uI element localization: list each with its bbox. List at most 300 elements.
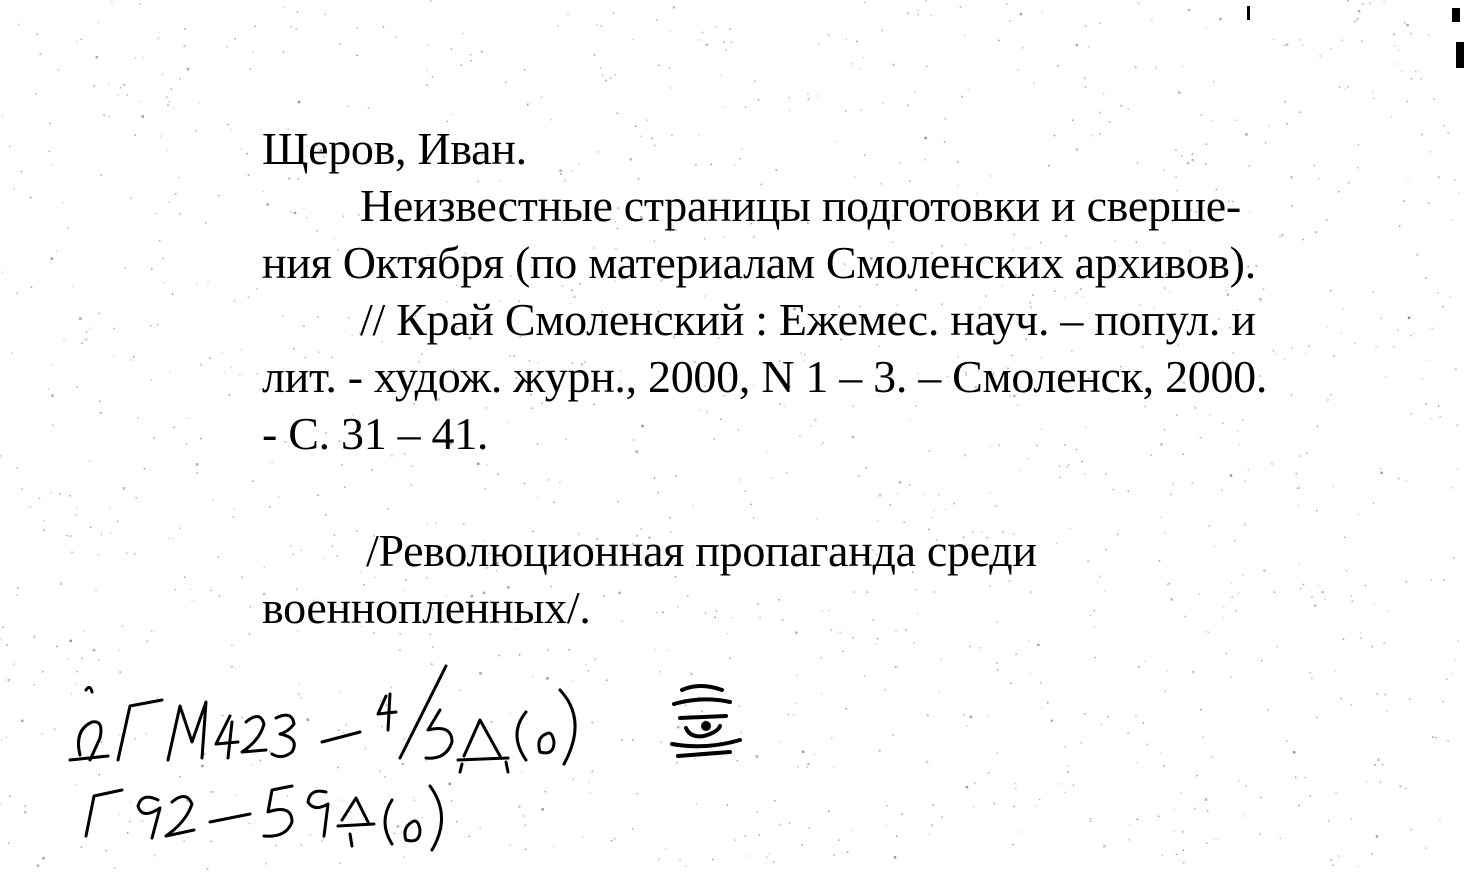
noise-speck — [222, 352, 224, 354]
noise-speck — [52, 364, 54, 366]
noise-speck — [131, 197, 133, 199]
noise-speck — [1431, 579, 1433, 581]
noise-speck — [860, 68, 862, 70]
noise-speck — [1457, 425, 1459, 427]
noise-speck — [1020, 831, 1022, 833]
noise-speck — [1073, 784, 1075, 786]
noise-speck — [179, 78, 181, 80]
noise-speck — [252, 481, 254, 483]
noise-speck — [197, 472, 199, 474]
noise-speck — [18, 24, 20, 26]
noise-speck — [1160, 753, 1162, 755]
noise-speck — [16, 467, 18, 469]
noise-speck — [1020, 470, 1022, 472]
noise-speck — [1408, 317, 1410, 319]
noise-speck — [86, 339, 88, 341]
noise-speck — [1192, 671, 1195, 674]
noise-speck — [0, 639, 2, 641]
noise-speck — [1433, 98, 1435, 100]
noise-speck — [1298, 505, 1300, 507]
noise-speck — [1107, 716, 1109, 718]
noise-speck — [49, 151, 51, 153]
noise-speck — [896, 836, 898, 838]
noise-speck — [845, 110, 847, 112]
noise-speck — [715, 26, 717, 28]
noise-speck — [344, 487, 346, 489]
noise-speck — [1403, 201, 1405, 203]
noise-speck — [159, 240, 161, 242]
noise-speck — [123, 84, 125, 86]
noise-speck — [793, 714, 795, 716]
noise-speck — [1022, 47, 1024, 49]
noise-speck — [1442, 701, 1444, 703]
noise-speck — [961, 96, 963, 98]
noise-speck — [248, 296, 250, 298]
noise-speck — [5, 737, 7, 739]
noise-speck — [1371, 853, 1373, 855]
noise-speck — [269, 506, 271, 508]
noise-speck — [1014, 783, 1016, 785]
noise-speck — [1137, 819, 1139, 821]
noise-speck — [852, 637, 854, 639]
noise-speck — [118, 94, 120, 96]
noise-speck — [1430, 418, 1432, 420]
noise-speck — [1387, 610, 1389, 612]
source-line: лит. - худож. журн., 2000, N 1 – 3. – Смоленск, 2000. — [262, 351, 1268, 402]
noise-speck — [1407, 179, 1409, 181]
noise-speck — [59, 493, 61, 495]
noise-speck — [926, 761, 929, 764]
noise-speck — [234, 300, 236, 302]
noise-speck — [1420, 78, 1422, 80]
noise-speck — [527, 102, 529, 104]
noise-speck — [109, 116, 111, 118]
noise-speck — [388, 508, 390, 510]
noise-speck — [1128, 490, 1130, 492]
noise-speck — [1129, 825, 1131, 827]
noise-speck — [1088, 46, 1090, 48]
noise-speck — [842, 651, 844, 653]
noise-speck — [1057, 65, 1059, 67]
noise-speck — [9, 796, 11, 798]
noise-speck — [146, 640, 149, 643]
noise-speck — [1158, 816, 1160, 818]
noise-speck — [198, 102, 200, 104]
noise-speck — [113, 328, 115, 330]
noise-speck — [109, 507, 111, 509]
noise-speck — [754, 80, 756, 82]
noise-speck — [970, 646, 972, 648]
noise-speck — [1066, 467, 1068, 469]
noise-speck — [1381, 472, 1384, 475]
noise-speck — [519, 654, 521, 656]
noise-speck — [1015, 654, 1017, 656]
noise-speck — [1428, 203, 1430, 205]
noise-speck — [1393, 346, 1395, 348]
noise-speck — [1138, 2, 1141, 5]
noise-speck — [1296, 473, 1298, 475]
noise-speck — [602, 74, 604, 76]
noise-speck — [1085, 25, 1087, 27]
noise-speck — [828, 34, 830, 36]
noise-speck — [1439, 416, 1441, 418]
noise-speck — [774, 800, 776, 802]
noise-speck — [666, 650, 668, 652]
noise-speck — [706, 44, 708, 46]
noise-speck — [1361, 40, 1363, 42]
noise-speck — [1383, 642, 1385, 644]
title-line: ния Октября (по материалам Смоленских архивов). — [262, 237, 1256, 288]
noise-speck — [51, 257, 54, 260]
noise-speck — [123, 487, 126, 490]
noise-speck — [1064, 746, 1066, 748]
noise-speck — [613, 12, 615, 14]
noise-speck — [166, 96, 168, 98]
noise-speck — [1065, 792, 1067, 794]
noise-speck — [1458, 640, 1460, 642]
noise-speck — [1178, 91, 1181, 94]
noise-speck — [1438, 405, 1440, 407]
noise-speck — [1350, 704, 1352, 706]
noise-speck — [1020, 13, 1023, 16]
noise-speck — [945, 509, 947, 511]
noise-speck — [1342, 40, 1344, 42]
noise-speck — [938, 494, 940, 496]
noise-speck — [796, 675, 798, 677]
noise-speck — [729, 29, 731, 31]
noise-speck — [884, 689, 886, 691]
noise-speck — [1421, 134, 1423, 136]
noise-speck — [452, 114, 454, 116]
noise-speck — [907, 105, 909, 107]
noise-speck — [1040, 682, 1042, 684]
noise-speck — [996, 662, 998, 664]
noise-speck — [462, 33, 464, 35]
noise-speck — [833, 854, 835, 856]
noise-speck — [847, 852, 849, 854]
title-line: Неизвестные страницы подготовки и сверше- — [360, 180, 1241, 231]
noise-speck — [254, 26, 256, 28]
noise-speck — [298, 101, 301, 104]
noise-speck — [70, 640, 73, 643]
noise-speck — [654, 649, 656, 651]
noise-speck — [750, 504, 752, 506]
noise-speck — [1180, 792, 1182, 794]
noise-speck — [184, 46, 186, 48]
handwritten-shelfmark — [60, 660, 760, 870]
noise-speck — [1090, 821, 1092, 823]
noise-speck — [964, 35, 966, 37]
noise-speck — [207, 282, 209, 284]
noise-speck — [122, 626, 124, 628]
noise-speck — [814, 753, 816, 755]
noise-speck — [720, 75, 722, 77]
noise-speck — [175, 193, 177, 195]
noise-speck — [250, 606, 252, 608]
noise-speck — [1261, 660, 1263, 662]
noise-speck — [191, 600, 193, 602]
noise-speck — [51, 164, 53, 166]
noise-speck — [1429, 360, 1431, 362]
noise-speck — [66, 535, 68, 537]
noise-speck — [1103, 845, 1106, 848]
noise-speck — [1174, 809, 1176, 811]
noise-speck — [1399, 225, 1401, 227]
noise-speck — [1176, 854, 1178, 856]
noise-speck — [1398, 49, 1400, 51]
noise-speck — [979, 647, 981, 649]
noise-speck — [1155, 67, 1157, 69]
noise-speck — [163, 282, 165, 284]
noise-speck — [731, 42, 733, 44]
noise-speck — [154, 437, 156, 439]
noise-speck — [41, 733, 43, 735]
noise-speck — [1334, 670, 1336, 672]
noise-speck — [1391, 116, 1393, 118]
noise-speck — [101, 174, 103, 176]
noise-speck — [1183, 862, 1185, 864]
noise-speck — [205, 222, 207, 224]
noise-speck — [341, 464, 343, 466]
noise-speck — [79, 317, 82, 320]
noise-speck — [917, 10, 919, 12]
noise-speck — [1212, 756, 1214, 758]
noise-speck — [227, 124, 229, 126]
noise-speck — [151, 379, 153, 381]
noise-speck — [16, 292, 18, 294]
noise-speck — [1411, 829, 1413, 831]
noise-speck — [702, 32, 704, 33]
source-line: // Край Смоленский : Ежемес. науч. – попул. и — [360, 294, 1256, 345]
noise-speck — [1458, 192, 1460, 194]
noise-speck — [1310, 672, 1312, 674]
noise-speck — [724, 106, 726, 108]
noise-speck — [94, 85, 96, 87]
noise-speck — [1167, 671, 1169, 673]
noise-speck — [1411, 78, 1413, 80]
noise-speck — [657, 492, 659, 494]
noise-speck — [882, 30, 884, 32]
noise-speck — [1009, 20, 1011, 22]
noise-speck — [1345, 89, 1347, 91]
noise-speck — [16, 594, 18, 596]
noise-speck — [820, 657, 822, 659]
noise-speck — [1316, 510, 1318, 512]
noise-speck — [771, 478, 773, 480]
noise-speck — [36, 94, 38, 96]
noise-speck — [81, 343, 83, 345]
noise-speck — [481, 51, 483, 53]
noise-speck — [1404, 22, 1406, 24]
noise-speck — [43, 530, 45, 532]
noise-speck — [801, 844, 803, 846]
ink-stamp-mark — [660, 680, 750, 780]
noise-speck — [1151, 19, 1153, 21]
noise-speck — [600, 67, 602, 69]
noise-speck — [1343, 638, 1345, 640]
noise-speck — [0, 803, 2, 805]
noise-speck — [83, 338, 85, 340]
noise-speck — [933, 804, 935, 806]
noise-speck — [1304, 777, 1306, 779]
noise-speck — [1, 739, 3, 741]
noise-speck — [42, 857, 45, 860]
noise-speck — [928, 834, 930, 836]
noise-speck — [248, 174, 250, 176]
noise-speck — [172, 538, 174, 540]
noise-speck — [896, 666, 898, 668]
noise-speck — [1068, 766, 1070, 768]
noise-speck — [485, 488, 487, 490]
scan-edge-mark — [1247, 6, 1250, 20]
noise-speck — [1439, 819, 1441, 821]
noise-speck — [553, 502, 555, 504]
noise-speck — [786, 472, 788, 474]
noise-speck — [259, 389, 261, 391]
noise-speck — [233, 516, 235, 518]
noise-speck — [671, 87, 673, 89]
noise-speck — [909, 484, 911, 486]
noise-speck — [1447, 132, 1449, 134]
noise-speck — [970, 716, 973, 719]
noise-speck — [973, 806, 975, 808]
noise-speck — [907, 12, 910, 15]
noise-speck — [461, 64, 463, 66]
noise-speck — [1286, 741, 1288, 743]
noise-speck — [995, 505, 998, 508]
noise-speck — [807, 93, 809, 95]
noise-speck — [1374, 603, 1376, 605]
noise-speck — [821, 693, 823, 695]
scan-edge-mark — [1452, 8, 1460, 22]
noise-speck — [241, 349, 243, 351]
noise-speck — [1421, 378, 1423, 380]
noise-speck — [1360, 637, 1362, 639]
noise-speck — [1037, 644, 1040, 647]
noise-speck — [1033, 82, 1035, 84]
noise-speck — [1260, 797, 1262, 799]
noise-speck — [1331, 48, 1333, 50]
noise-speck — [3, 627, 5, 629]
noise-speck — [383, 26, 385, 28]
noise-speck — [1298, 805, 1300, 807]
noise-speck — [1455, 369, 1457, 371]
noise-speck — [931, 517, 933, 519]
noise-speck — [963, 714, 965, 716]
noise-speck — [256, 288, 258, 290]
noise-speck — [1310, 795, 1312, 797]
noise-speck — [656, 19, 658, 21]
noise-speck — [21, 171, 23, 173]
noise-speck — [188, 417, 190, 419]
noise-speck — [1136, 762, 1138, 764]
noise-speck — [1348, 0, 1350, 2]
noise-speck — [1182, 66, 1184, 68]
noise-speck — [1271, 463, 1273, 465]
noise-speck — [828, 811, 830, 813]
noise-speck — [196, 463, 199, 466]
noise-speck — [430, 0, 432, 2]
noise-speck — [31, 286, 33, 288]
noise-speck — [559, 482, 561, 484]
noise-speck — [2, 115, 4, 117]
noise-speck — [846, 708, 848, 710]
noise-speck — [808, 763, 810, 765]
noise-speck — [524, 483, 526, 485]
noise-speck — [1090, 818, 1092, 820]
noise-speck — [1331, 859, 1333, 861]
noise-speck — [1194, 808, 1196, 810]
noise-speck — [70, 535, 72, 537]
noise-speck — [100, 412, 103, 415]
noise-speck — [931, 824, 933, 826]
noise-speck — [953, 503, 955, 505]
noise-speck — [159, 32, 161, 34]
author-heading: Щеров, Иван. — [262, 123, 527, 174]
noise-speck — [54, 729, 56, 731]
noise-speck — [1369, 3, 1371, 4]
noise-speck — [151, 268, 153, 270]
noise-speck — [1425, 403, 1427, 405]
noise-speck — [797, 766, 799, 768]
noise-speck — [861, 109, 863, 111]
noise-speck — [1248, 469, 1250, 471]
noise-speck — [101, 535, 103, 537]
noise-speck — [101, 532, 103, 534]
noise-speck — [497, 473, 499, 475]
noise-speck — [175, 589, 177, 591]
noise-speck — [1030, 673, 1032, 675]
noise-speck — [617, 501, 619, 503]
noise-speck — [325, 14, 327, 16]
noise-speck — [187, 68, 190, 71]
noise-speck — [211, 590, 213, 592]
noise-speck — [1105, 473, 1107, 475]
noise-speck — [831, 738, 833, 740]
noise-speck — [807, 764, 809, 766]
noise-speck — [1373, 503, 1375, 505]
noise-speck — [89, 461, 91, 463]
noise-speck — [1059, 477, 1061, 479]
noise-speck — [1333, 486, 1335, 488]
noise-speck — [1425, 277, 1427, 279]
noise-speck — [1213, 81, 1215, 83]
noise-speck — [140, 101, 142, 103]
noise-speck — [8, 842, 10, 844]
noise-speck — [410, 484, 412, 486]
noise-speck — [1230, 676, 1232, 678]
noise-speck — [1035, 805, 1037, 807]
noise-speck — [892, 64, 895, 66]
noise-speck — [1451, 487, 1453, 489]
noise-speck — [125, 267, 127, 269]
noise-speck — [1164, 765, 1166, 767]
noise-speck — [1383, 1, 1385, 3]
noise-speck — [524, 69, 526, 71]
noise-speck — [536, 495, 538, 497]
noise-speck — [432, 76, 434, 78]
noise-speck — [395, 36, 397, 38]
noise-speck — [234, 508, 236, 510]
noise-speck — [547, 649, 549, 651]
noise-speck — [9, 146, 11, 148]
noise-speck — [470, 60, 472, 62]
noise-speck — [40, 54, 42, 56]
noise-speck — [173, 108, 175, 110]
noise-speck — [1172, 484, 1174, 486]
noise-speck — [1207, 810, 1209, 812]
noise-speck — [241, 577, 243, 579]
